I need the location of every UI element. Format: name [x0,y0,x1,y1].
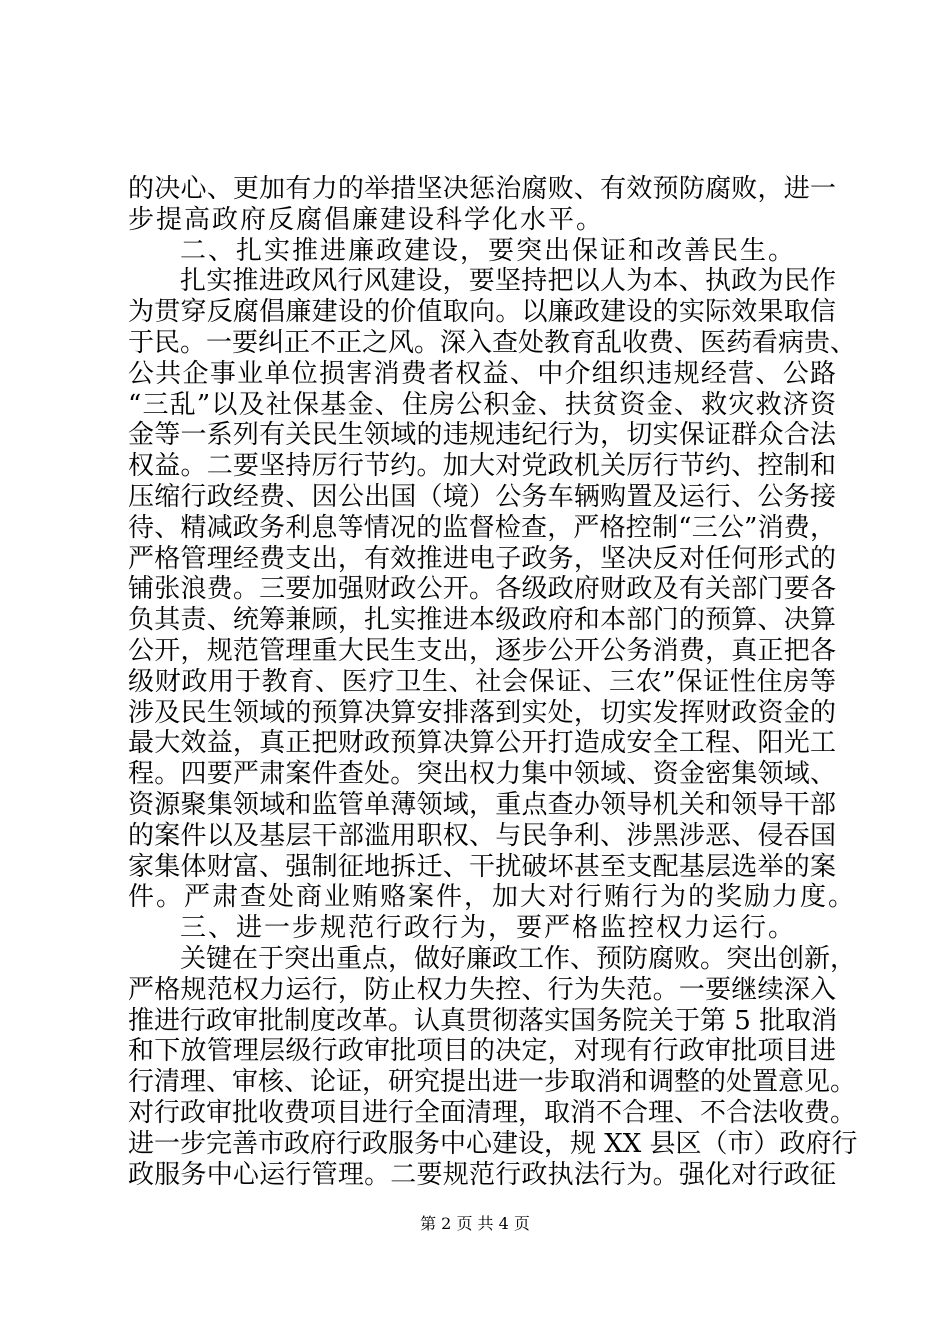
text-line: 行清理、审核、论证，研究提出进一步取消和调整的处置意见。 [128,1067,857,1098]
text-line: 的案件以及基层干部滥用职权、与民争利、涉黑涉恶、侵吞国 [128,820,836,851]
text-line: 资源聚集领域和监管单薄领域，重点查办领导机关和领导干部 [128,789,836,820]
text-line: 政服务中心运行管理。二要规范行政执法行为。强化对行政征 [128,1159,836,1190]
text-line: 对行政审批收费项目进行全面清理，取消不合理、不合法收费。 [128,1097,857,1128]
paragraph-first-line: 二、扎实推进廉政建设，要突出保证和改善民生。 [180,235,797,266]
text-line: 公开，规范管理重大民生支出，逐步公开公务消费，真正把各 [128,635,836,666]
text-line: 步提高政府反腐倡廉建设科学化水平。 [128,204,605,235]
text-line: 家集体财富、强制征地拆迁、干扰破坏甚至支配基层选举的案 [128,851,836,882]
text-line: 严格规范权力运行，防止权力失控、行为失范。一要继续深入 [128,974,836,1005]
text-line: 进一步完善市政府行政服务中心建设，规 XX 县区（市）政府行 [128,1128,858,1159]
paragraph-first-line: 关键在于突出重点，做好廉政工作、预防腐败。突出创新， [180,943,857,974]
text-line: 铺张浪费。三要加强财政公开。各级政府财政及有关部门要各 [128,574,836,605]
text-line: 级财政用于教育、医疗卫生、社会保证、三农”保证性住房等 [128,666,836,697]
text-line: 压缩行政经费、因公出国（境）公务车辆购置及运行、公务接 [128,481,836,512]
text-line: 涉及民生领域的预算决算安排落到实处，切实发挥财政资金的 [128,697,836,728]
text-line: “三乱”以及社保基金、住房公积金、扶贫资金、救灾救济资 [128,389,836,420]
text-line: 程。四要严肃案件查处。突出权力集中领域、资金密集领域、 [128,759,836,790]
text-line: 权益。二要坚持厉行节约。加大对党政机关厉行节约、控制和 [128,451,836,482]
text-line: 待、精减政务利息等情况的监督检查，严格控制“三公”消费， [128,512,836,543]
text-line: 公共企事业单位损害消费者权益、中介组织违规经营、公路 [128,358,836,389]
paragraph-first-line: 扎实推进政风行风建设，要坚持把以人为本、执政为民作 [180,266,836,297]
text-line: 金等一系列有关民生领域的违规违纪行为，切实保证群众合法 [128,420,836,451]
paragraph-first-line: 三、进一步规范行政行为，要严格监控权力运行。 [180,913,797,944]
text-line: 为贯穿反腐倡廉建设的价值取向。以廉政建设的实际效果取信 [128,297,836,328]
document-body [128,174,858,1190]
text-line: 于民。一要纠正不正之风。深入查处教育乱收费、医药看病贵、 [128,327,857,358]
text-line: 推进行政审批制度改革。认真贯彻落实国务院关于第 5 批取消 [128,1005,838,1036]
text-line: 的决心、更加有力的举措坚决惩治腐败、有效预防腐败，进一 [128,174,836,204]
text-line: 最大效益，真正把财政预算决算公开打造成安全工程、阳光工 [128,728,836,759]
page-number-footer: 第 2 页 共 4 页 [420,1214,530,1233]
text-line: 件。严肃查处商业贿赂案件，加大对行贿行为的奖励力度。 [128,882,857,913]
text-line: 和下放管理层级行政审批项目的决定，对现有行政审批项目进 [128,1036,836,1067]
text-line: 负其责、统筹兼顾，扎实推进本级政府和本部门的预算、决算 [128,605,836,636]
text-line: 严格管理经费支出，有效推进电子政务，坚决反对任何形式的 [128,543,836,574]
